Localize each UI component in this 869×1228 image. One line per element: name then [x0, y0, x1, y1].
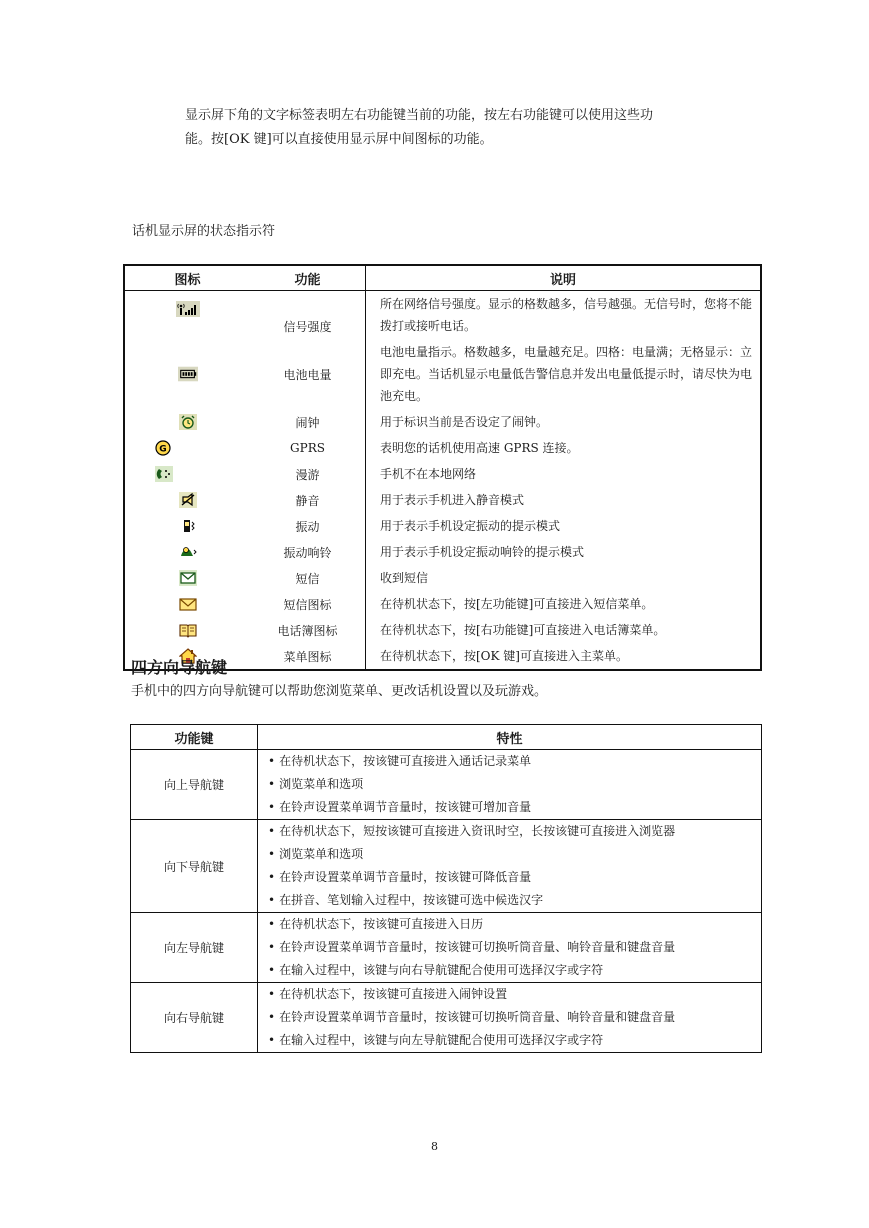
table-row [124, 435, 761, 461]
intro-paragraph [185, 104, 765, 152]
function-label: GPRS [290, 441, 325, 455]
list-item: • 在铃声设置菜单调节音量时，按该键可增加音量 [268, 796, 761, 819]
status-indicator-table [123, 264, 762, 671]
list-item: • 在铃声设置菜单调节音量时，按该键可切换听筒音量、响铃音量和键盘音量 [268, 936, 761, 959]
header-function: 功能 [250, 265, 366, 291]
header-key: 功能键 [131, 725, 258, 750]
description-text: 在待机状态下，按[左功能键]可直接进入短信菜单。 [366, 591, 762, 617]
function-label: 短信图标 [283, 597, 332, 612]
table-row [124, 591, 761, 617]
list-item: • 在待机状态下，短按该键可直接进入资讯时空，长按该键可直接进入浏览器 [268, 820, 761, 843]
table-row [124, 513, 761, 539]
key-label: 向左导航键 [131, 913, 258, 983]
list-item: • 在铃声设置菜单调节音量时，按该键可切换听筒音量、响铃音量和键盘音量 [268, 1006, 761, 1029]
roaming-icon [155, 466, 173, 482]
table-row [124, 617, 761, 643]
key-label: 向下导航键 [131, 820, 258, 913]
table-row [124, 565, 761, 591]
list-item: • 在待机状态下，按该键可直接进入闹钟设置 [268, 983, 761, 1006]
table-row [124, 487, 761, 513]
description-text: 用于标识当前是否设定了闹钟。 [366, 409, 762, 435]
svg-text:G: G [159, 444, 167, 455]
feature-list [258, 750, 761, 819]
nav-key-table [130, 724, 762, 1053]
list-item: • 在输入过程中，该键与向左导航键配合使用可选择汉字或字符 [268, 1029, 761, 1052]
description-text: 在待机状态下，按[右功能键]可直接进入电话簿菜单。 [366, 617, 762, 643]
function-label: 电池电量 [283, 367, 332, 382]
alarm-icon [179, 414, 197, 430]
description-text: 在待机状态下，按[OK 键]可直接进入主菜单。 [366, 643, 762, 670]
list-item: • 在铃声设置菜单调节音量时，按该键可降低音量 [268, 866, 761, 889]
signal-icon [175, 301, 201, 317]
description-text: 用于表示手机进入静音模式 [366, 487, 762, 513]
status-table-header [124, 265, 761, 291]
gprs-icon [155, 440, 171, 456]
list-item: • 在输入过程中，该键与向右导航键配合使用可选择汉字或字符 [268, 959, 761, 982]
list-item: • 浏览菜单和选项 [268, 773, 761, 796]
key-label: 向上导航键 [131, 750, 258, 820]
battery-icon [178, 366, 198, 382]
table-row [124, 339, 761, 409]
list-item: • 浏览菜单和选项 [268, 843, 761, 866]
sms-icon [179, 570, 197, 586]
list-item: • 在拼音、笔划输入过程中，按该键可选中候选汉字 [268, 889, 761, 912]
table-row [124, 539, 761, 565]
function-label: 振动 [295, 519, 320, 534]
status-table-caption: 话机显示屏的状态指示符 [132, 224, 276, 239]
page-number: 8 [431, 1140, 438, 1153]
phonebook-icon [179, 622, 197, 638]
table-row [131, 750, 762, 820]
function-label: 信号强度 [283, 320, 332, 334]
list-item: • 在待机状态下，按该键可直接进入日历 [268, 913, 761, 936]
intro-line-1: 显示屏下角的文字标签表明左右功能键当前的功能，按左右功能键可以使用这些功 [185, 108, 654, 123]
list-item: • 在待机状态下，按该键可直接进入通话记录菜单 [268, 750, 761, 773]
description-text: 所在网络信号强度。显示的格数越多，信号越强。无信号时，您将不能拨打或接听电话。 [366, 291, 762, 340]
table-row [124, 461, 761, 487]
table-row [124, 409, 761, 435]
header-feature: 特性 [258, 725, 762, 750]
table-row [131, 820, 762, 913]
description-text: 用于表示手机设定振动响铃的提示模式 [366, 539, 762, 565]
function-label: 菜单图标 [283, 649, 332, 664]
feature-list [258, 820, 761, 912]
key-label: 向右导航键 [131, 983, 258, 1053]
description-text: 手机不在本地网络 [366, 461, 762, 487]
sms-menu-icon [179, 596, 197, 612]
vibrate-ring-icon [179, 544, 197, 560]
function-label: 闹钟 [295, 415, 320, 430]
table-row [131, 913, 762, 983]
function-label: 振动响铃 [283, 545, 332, 560]
header-icon: 图标 [124, 265, 250, 291]
function-label: 静音 [295, 493, 320, 508]
description-text: 用于表示手机设定振动的提示模式 [366, 513, 762, 539]
description-text: 收到短信 [366, 565, 762, 591]
vibrate-icon [179, 518, 197, 534]
function-label: 漫游 [295, 467, 320, 482]
feature-list [258, 983, 761, 1052]
nav-section-description: 手机中的四方向导航键可以帮助您浏览菜单、更改话机设置以及玩游戏。 [131, 684, 548, 699]
nav-table-header [131, 725, 762, 750]
silent-icon [179, 492, 197, 508]
nav-section-title: 四方向导航键 [131, 658, 228, 677]
intro-line-2: 能。按[OK 键]可以直接使用显示屏中间图标的功能。 [185, 132, 493, 147]
description-text: 电池电量指示。格数越多，电量越充足。四格：电量满；无格显示：立即充电。当话机显示电量低告警信息并发出电量低提示时，请尽快为电池充电。 [366, 339, 762, 409]
description-text: 表明您的话机使用高速 GPRS 连接。 [366, 435, 762, 461]
header-description: 说明 [366, 265, 762, 291]
function-label: 短信 [295, 571, 320, 586]
feature-list [258, 913, 761, 982]
table-row [124, 291, 761, 340]
table-row [131, 983, 762, 1053]
function-label: 电话簿图标 [277, 623, 338, 638]
